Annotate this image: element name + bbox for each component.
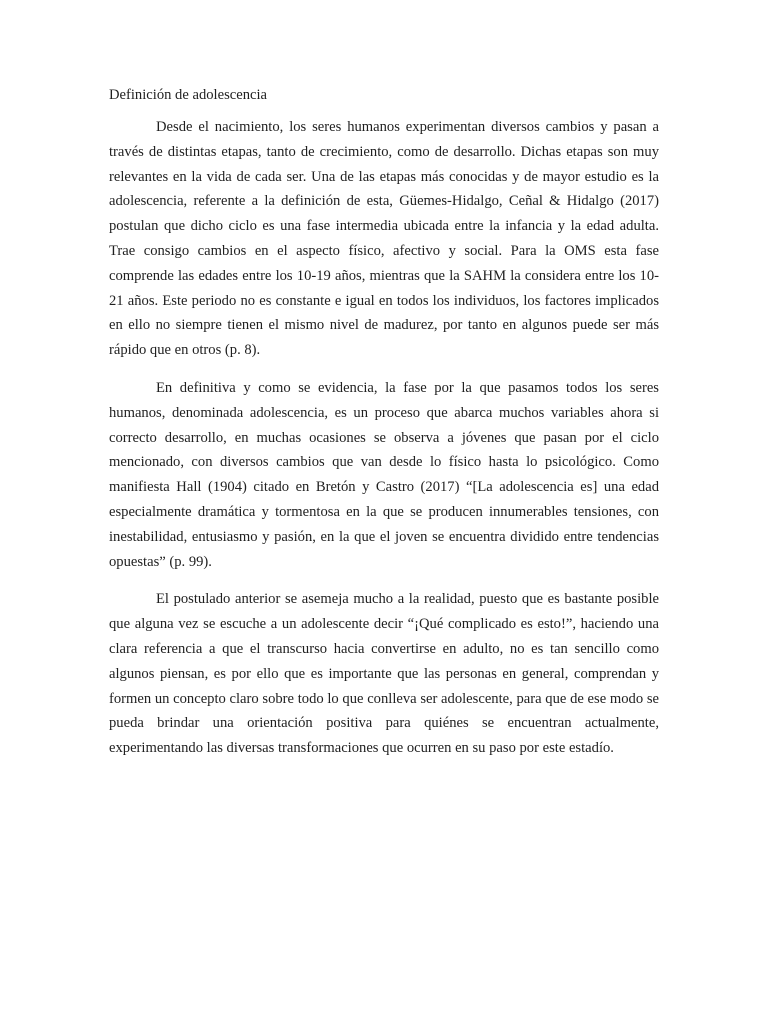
paragraph-3: El postulado anterior se asemeja mucho a la realidad, puesto que es bastante posible que alguna vez se escuche a un adolescente decir “¡Qué complicado es esto!”, haciendo una clara referencia a que el transcurso hacia convertirse en adulto, no es tan sencillo como algunos piensan, es por ello que es importante que las personas en general, comprendan y formen un concepto claro sobre todo lo que conlleva ser adolescente, para que de ese modo se pueda brindar una orientación positiva para quiénes se encuentran actualmente, experimentando las diversas transformaciones que ocurren en su paso por este estadío. bbox=[109, 591, 659, 757]
document-body bbox=[109, 84, 659, 774]
document-title: Definición de adolescencia bbox=[109, 87, 268, 103]
paragraph-1: Desde el nacimiento, los seres humanos experimentan diversos cambios y pasan a través de distintas etapas, tanto de crecimiento, como de desarrollo. Dichas etapas son muy relevantes en la vida de cada ser. Una de las etapas más conocidas y de mayor estudio es la adolescencia, referente a la definición de esta, Güemes-Hidalgo, Ceñal & Hidalgo (2017) postulan que dicho ciclo es una fase intermedia ubicada entre la infancia y la edad adulta. Trae consigo cambios en el aspecto físico, afectivo y social. Para la OMS esta fase comprende las edades entre los 10-19 años, mientras que la SAHM la considera entre los 10-21 años. Este periodo no es constante e igual en todos los individuos, los factores implicados en ello no siempre tienen el mismo nivel de madurez, por tanto en algunos puede ser más rápido que en otros (p. 8). bbox=[109, 119, 659, 359]
paragraph-2: En definitiva y como se evidencia, la fase por la que pasamos todos los seres humanos, denominada adolescencia, es un proceso que abarca muchos variables ahora si correcto desarrollo, en muchas ocasiones se observa a jóvenes que pasan por el ciclo mencionado, con diversos cambios que van desde lo físico hasta lo psicológico. Como manifiesta Hall (1904) citado en Bretón y Castro (2017) “[La adolescencia es] una edad especialmente dramática y tormentosa en la que se producen innumerables tensiones, con inestabilidad, entusiasmo y pasión, en la que el joven se encuentra dividido entre tendencias opuestas” (p. 99). bbox=[109, 379, 659, 570]
